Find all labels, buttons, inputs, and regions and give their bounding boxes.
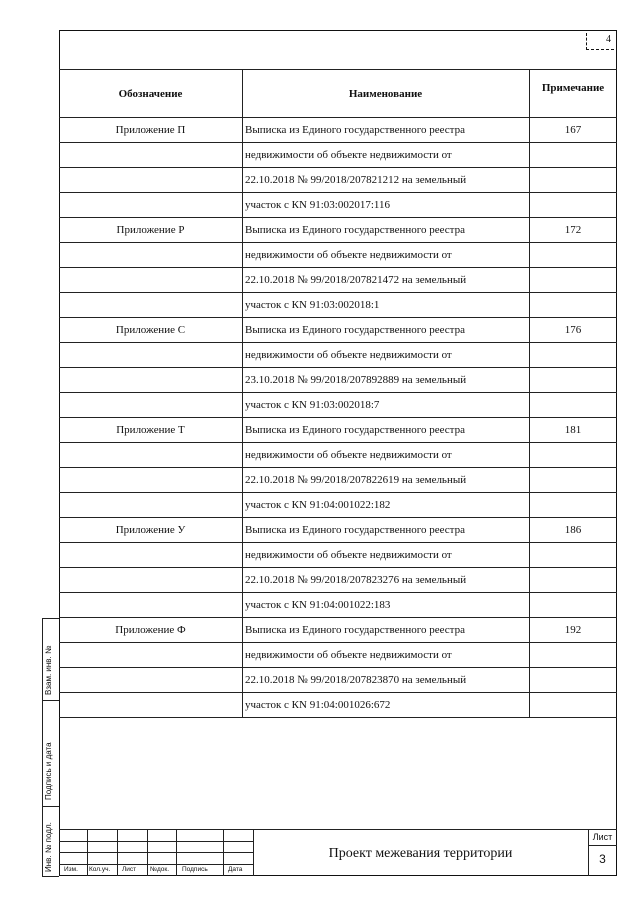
table-row-line — [59, 617, 617, 618]
table-row-line — [59, 517, 617, 518]
header-designation: Обозначение — [118, 88, 183, 100]
side-label-inv-podl: Инв. № подл. — [44, 822, 53, 872]
cell-note: 167 — [564, 124, 582, 136]
cell-note: 181 — [564, 424, 582, 436]
table-row-line — [59, 167, 617, 168]
stamp-label-koluch: Кол.уч. — [89, 866, 111, 873]
title-block-sheet-divider — [588, 845, 617, 846]
cell-name: Выписка из Единого государственного реестра — [245, 224, 465, 236]
cell-name: Выписка из Единого государственного реестра — [245, 624, 465, 636]
table-row-line — [59, 467, 617, 468]
table-row-line — [59, 342, 617, 343]
cell-name: 22.10.2018 № 99/2018/207823870 на земельный — [245, 674, 467, 686]
title-block-top — [59, 829, 617, 830]
stamp-label-ndok: №док. — [150, 866, 170, 873]
table-row-line — [59, 542, 617, 543]
cell-designation: Приложение П — [115, 124, 186, 136]
table-row-line — [59, 292, 617, 293]
table-row-line — [59, 142, 617, 143]
cell-note: 176 — [564, 324, 582, 336]
cell-name: участок с КN 91:03:002018:1 — [245, 299, 380, 311]
table-row-line — [59, 717, 617, 718]
table-row-line — [59, 417, 617, 418]
table-row-line — [59, 642, 617, 643]
table-row-line — [59, 592, 617, 593]
table-row-line — [59, 69, 617, 70]
cell-designation: Приложение Р — [116, 224, 185, 236]
table-row-line — [59, 317, 617, 318]
table-row-line — [59, 692, 617, 693]
cell-note: 186 — [564, 524, 582, 536]
cell-name: участок с КN 91:04:001026:672 — [245, 699, 391, 711]
cell-name: недвижимости об объекте недвижимости от — [245, 249, 452, 261]
side-stamp-line — [42, 876, 59, 877]
cell-name: Выписка из Единого государственного реестра — [245, 424, 465, 436]
cell-designation: Приложение У — [115, 524, 186, 536]
cell-name: Выписка из Единого государственного реестра — [245, 124, 465, 136]
table-row-line — [59, 217, 617, 218]
cell-designation: Приложение Т — [116, 424, 185, 436]
table-row-line — [59, 242, 617, 243]
cell-name: участок с КN 91:03:002018:7 — [245, 399, 380, 411]
cell-name: участок с КN 91:04:001022:183 — [245, 599, 391, 611]
cell-name: участок с КN 91:03:002017:116 — [245, 199, 390, 211]
title-block-col — [223, 829, 224, 876]
cell-name: недвижимости об объекте недвижимости от — [245, 549, 452, 561]
cell-name: участок с КN 91:04:001022:182 — [245, 499, 391, 511]
header-name: Наименование — [348, 88, 423, 100]
header-note: Примечание — [541, 82, 605, 94]
table-row-line — [59, 442, 617, 443]
cell-name: недвижимости об объекте недвижимости от — [245, 149, 452, 161]
table-row-line — [59, 667, 617, 668]
stamp-label-data: Дата — [228, 866, 243, 873]
side-stamp-line — [42, 806, 59, 807]
cell-designation: Приложение Ф — [115, 624, 186, 636]
table-row-line — [59, 192, 617, 193]
cell-name: недвижимости об объекте недвижимости от — [245, 449, 452, 461]
side-stamp-divider — [42, 618, 43, 876]
stamp-label-list: Лист — [122, 866, 137, 873]
cell-note: 172 — [564, 224, 582, 236]
cell-name: 22.10.2018 № 99/2018/207821472 на земельный — [245, 274, 467, 286]
table-row-line — [59, 392, 617, 393]
cell-name: 23.10.2018 № 99/2018/207892889 на земельный — [245, 374, 467, 386]
side-stamp-line — [42, 700, 59, 701]
table-row-line — [59, 567, 617, 568]
table-row-line — [59, 367, 617, 368]
cell-note: 192 — [564, 624, 582, 636]
page-number-top: 4 — [586, 33, 614, 50]
table-col-line — [242, 69, 243, 717]
cell-name: 22.10.2018 № 99/2018/207822619 на земельный — [245, 474, 467, 486]
table-col-line — [529, 69, 530, 717]
title-block-col — [147, 829, 148, 876]
stamp-label-izm: Изм. — [64, 866, 78, 873]
sheet-number: 3 — [599, 852, 606, 866]
cell-name: 22.10.2018 № 99/2018/207821212 на земельный — [245, 174, 467, 186]
table-row-line — [59, 492, 617, 493]
stamp-label-podpis: Подпись — [182, 866, 208, 873]
cell-name: 22.10.2018 № 99/2018/207823276 на земельный — [245, 574, 467, 586]
table-row-line — [59, 117, 617, 118]
sheet-label: Лист — [592, 832, 613, 842]
cell-designation: Приложение С — [115, 324, 186, 336]
title-block-col — [176, 829, 177, 876]
title-block-col — [117, 829, 118, 876]
cell-name: Выписка из Единого государственного реестра — [245, 524, 465, 536]
cell-name: недвижимости об объекте недвижимости от — [245, 349, 452, 361]
side-stamp-line — [42, 618, 59, 619]
cell-name: недвижимости об объекте недвижимости от — [245, 649, 452, 661]
side-label-podpis-data: Подпись и дата — [44, 742, 53, 800]
document-title: Проект межевания территории — [328, 846, 513, 861]
table-row-line — [59, 267, 617, 268]
title-block-col — [87, 829, 88, 876]
side-label-vzam-inv: Взам. инв. № — [44, 645, 53, 695]
cell-name: Выписка из Единого государственного реестра — [245, 324, 465, 336]
